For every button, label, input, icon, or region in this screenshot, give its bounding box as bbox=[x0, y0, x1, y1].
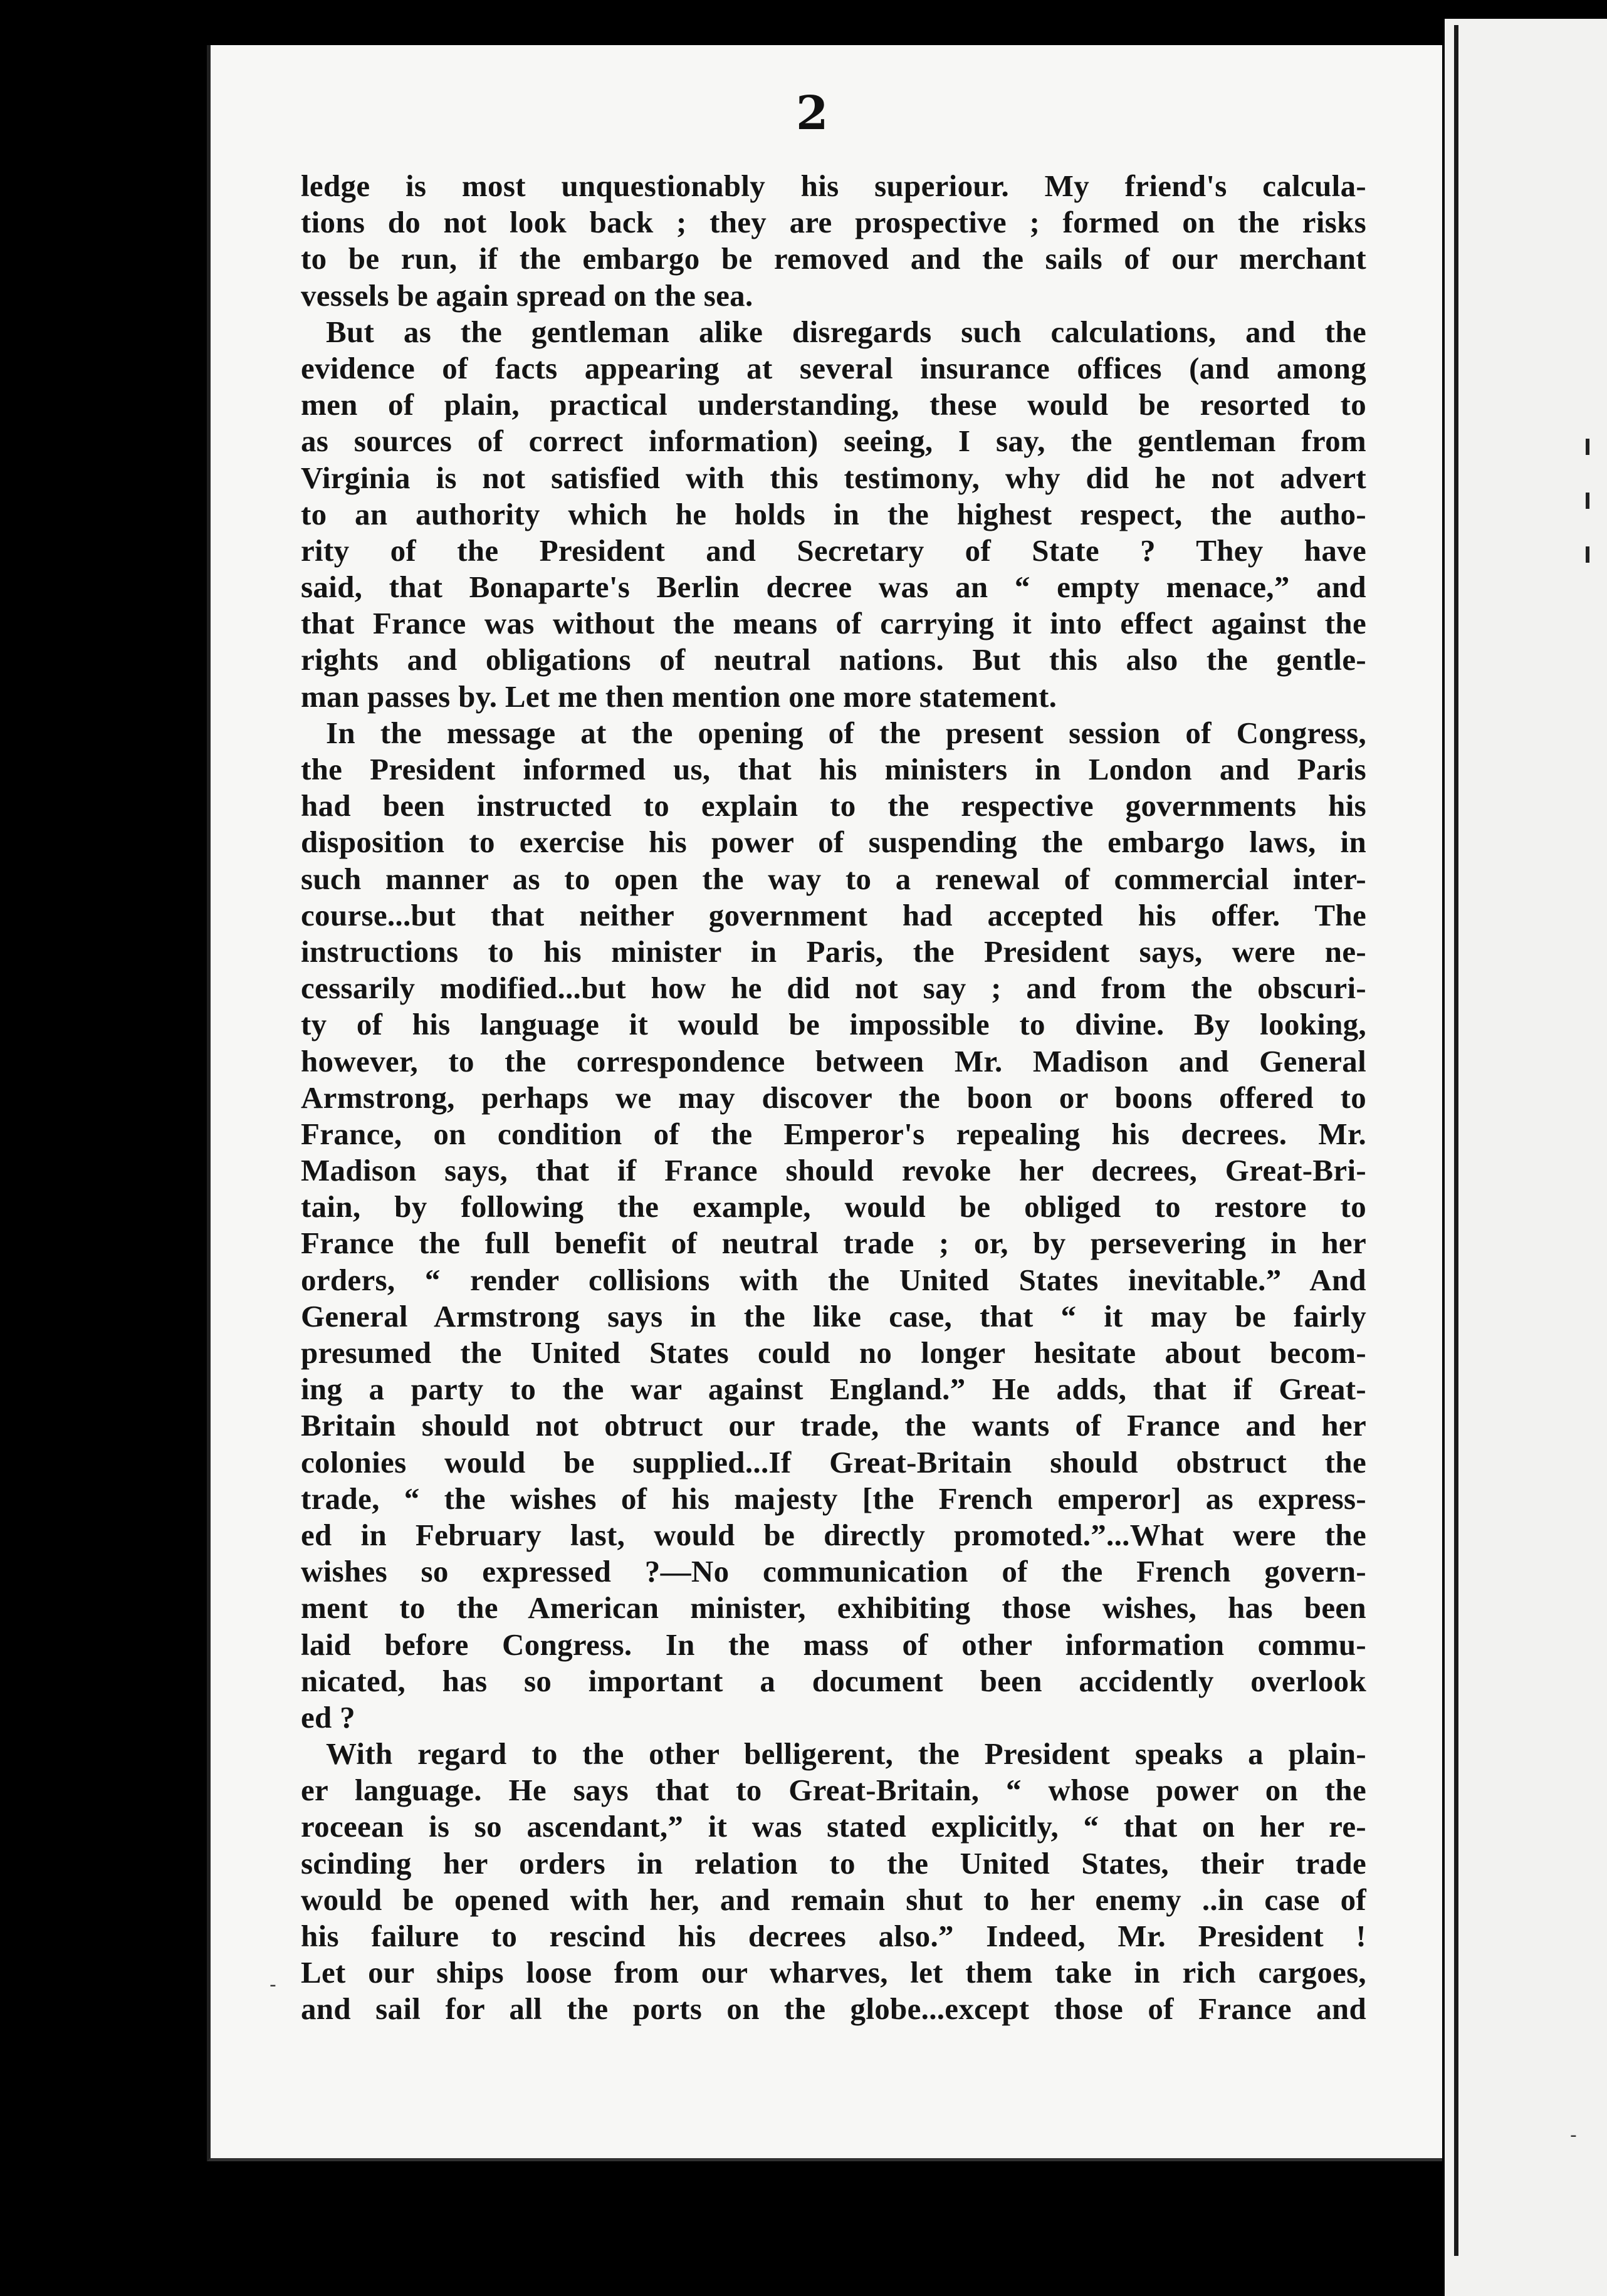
text-line: ed in February last, would be directly promoted.”...What were the bbox=[301, 1517, 1366, 1552]
text-line: man passes by. Let me then mention one more statement. bbox=[301, 679, 1057, 714]
text-line: would be opened with her, and remain shut to her enemy ..in case of bbox=[301, 1882, 1366, 1917]
text-line: presumed the United States could no longer hesitate about becom- bbox=[301, 1335, 1366, 1370]
stray-mark: - bbox=[1570, 2124, 1577, 2146]
text-line: In the message at the opening of the present session of Congress, bbox=[326, 715, 1366, 750]
page-number: 2 bbox=[796, 86, 829, 140]
text-line: course...but that neither government had accepted his offer. The bbox=[301, 897, 1366, 932]
text-line: ing a party to the war against England.” He adds, that if Great- bbox=[301, 1372, 1366, 1407]
text-line: Armstrong, perhaps we may discover the boon or boons offered to bbox=[301, 1080, 1366, 1115]
text-line: had been instructed to explain to the respective governments his bbox=[301, 788, 1366, 823]
body-text bbox=[301, 168, 1366, 2028]
text-line: France the full benefit of neutral trade ; or, by persevering in her bbox=[301, 1226, 1366, 1261]
text-line: trade, “ the wishes of his majesty [the French emperor] as express- bbox=[301, 1481, 1366, 1516]
text-line: Let our ships loose from our wharves, let them take in rich cargoes, bbox=[301, 1955, 1366, 1990]
text-line: ed ? bbox=[301, 1699, 355, 1735]
text-line: France, on condition of the Emperor's repealing his decrees. Mr. bbox=[301, 1116, 1366, 1151]
text-line: such manner as to open the way to a renewal of commercial inter- bbox=[301, 861, 1366, 896]
text-line: nicated, has so important a document been accidently overlook bbox=[301, 1663, 1366, 1698]
text-line: rights and obligations of neutral nations. But this also the gentle- bbox=[301, 642, 1366, 677]
text-line: rity of the President and Secretary of State ? They have bbox=[301, 533, 1366, 568]
text-line: instructions to his minister in Paris, the President says, were ne- bbox=[301, 934, 1366, 969]
text-line: that France was without the means of carrying it into effect against the bbox=[301, 606, 1366, 641]
text-line: to an authority which he holds in the highest respect, the autho- bbox=[301, 496, 1366, 531]
text-line: vessels be again spread on the sea. bbox=[301, 278, 753, 313]
text-line: roceean is so ascendant,” it was stated explicitly, “ that on her re- bbox=[301, 1809, 1366, 1844]
text-line: ty of his language it would be impossible to divine. By looking, bbox=[301, 1007, 1366, 1042]
text-line: laid before Congress. In the mass of other information commu- bbox=[301, 1627, 1366, 1662]
text-line: ment to the American minister, exhibiting those wishes, has been bbox=[301, 1590, 1366, 1625]
text-line: as sources of correct information) seeing, I say, the gentleman from bbox=[301, 424, 1366, 459]
text-line: said, that Bonaparte's Berlin decree was an “ empty menace,” and bbox=[301, 570, 1366, 605]
text-line: disposition to exercise his power of suspending the embargo laws, in bbox=[301, 825, 1366, 860]
text-line: ledge is most unquestionably his superiour. My friend's calcula- bbox=[301, 169, 1366, 203]
text-line: wishes so expressed ?—No communication of the French govern- bbox=[301, 1554, 1366, 1589]
adjacent-page-marks bbox=[1586, 439, 1592, 602]
adjacent-page-edge bbox=[1445, 19, 1607, 2296]
gutter-rule bbox=[1454, 25, 1458, 2256]
text-line: scinding her orders in relation to the United States, their trade bbox=[301, 1845, 1366, 1881]
text-line: er language. He says that to Great-Britain, “ whose power on the bbox=[301, 1773, 1366, 1808]
text-line: men of plain, practical understanding, these would be resorted to bbox=[301, 387, 1366, 422]
text-line: Madison says, that if France should revoke her decrees, Great-Bri- bbox=[301, 1153, 1366, 1188]
text-line: With regard to the other belligerent, the President speaks a plain- bbox=[326, 1736, 1366, 1772]
text-line: tain, by following the example, would be obliged to restore to bbox=[301, 1189, 1366, 1224]
text-line: General Armstrong says in the like case, that “ it may be fairly bbox=[301, 1298, 1366, 1333]
text-line: his failure to rescind his decrees also.” Indeed, Mr. President ! bbox=[301, 1919, 1366, 1953]
text-line: the President informed us, that his ministers in London and Paris bbox=[301, 752, 1366, 786]
text-line: colonies would be supplied...If Great-Britain should obstruct the bbox=[301, 1444, 1366, 1479]
text-line: But as the gentleman alike disregards such calculations, and the bbox=[326, 314, 1366, 349]
text-line: tions do not look back ; they are prospective ; formed on the risks bbox=[301, 205, 1366, 240]
text-line: Virginia is not satisfied with this testimony, why did he not advert bbox=[301, 460, 1366, 495]
text-line: evidence of facts appearing at several insurance offices (and among bbox=[301, 350, 1366, 385]
text-line: to be run, if the embargo be removed and the sails of our merchant bbox=[301, 241, 1366, 276]
text-line: however, to the correspondence between Mr. Madison and General bbox=[301, 1043, 1366, 1078]
text-line: cessarily modified...but how he did not say ; and from the obscuri- bbox=[301, 971, 1366, 1006]
text-line: and sail for all the ports on the globe...except those of France and bbox=[301, 1991, 1366, 2027]
stray-mark: - bbox=[270, 1974, 276, 1996]
text-line: orders, “ render collisions with the United States inevitable.” And bbox=[301, 1262, 1366, 1297]
text-line: Britain should not obtruct our trade, the wants of France and her bbox=[301, 1408, 1366, 1443]
